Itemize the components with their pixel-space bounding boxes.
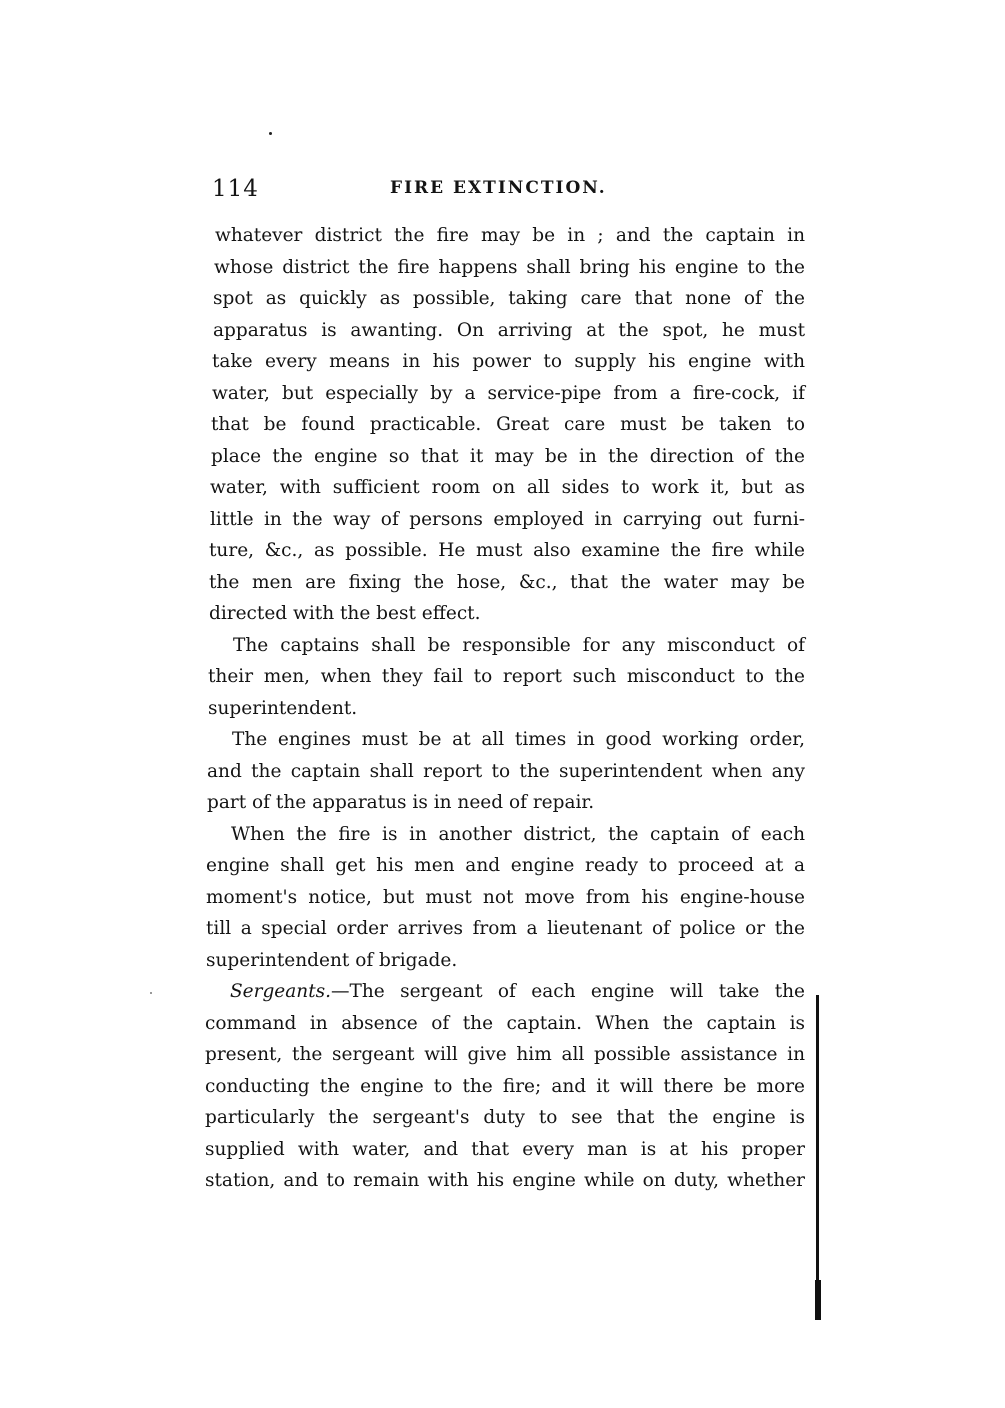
text-line: whose district the fire happens shall bring his engine to the xyxy=(214,256,805,278)
page-header xyxy=(212,176,812,206)
text-line: take every means in his power to supply his engine with xyxy=(212,351,805,372)
text-line: moment's notice, but must not move from his engine-house xyxy=(206,886,805,908)
heading-continuation: —The sergeant of each engine will take the xyxy=(331,981,805,1002)
text-line: part of the apparatus is in need of repair. xyxy=(207,792,595,813)
section-heading: Sergeants. xyxy=(230,981,332,1002)
paragraph-3 xyxy=(205,724,805,819)
text-line: particularly the sergeant's duty to see that the engine is xyxy=(205,1107,805,1128)
text-line: directed with the best effect. xyxy=(209,603,481,624)
text-line: When the fire is in another district, the captain of each xyxy=(231,823,805,845)
text-line: spot as quickly as possible, taking care that none of the xyxy=(213,288,805,309)
text-line: conducting the engine to the fire; and it will there be more xyxy=(205,1075,805,1097)
text-line: superintendent. xyxy=(208,697,358,719)
page-number: 114 xyxy=(212,176,259,202)
text-line: water, with sufficient room on all sides to work it, but as xyxy=(210,477,805,498)
text-line: water, but especially by a service-pipe from a fire-cock, if xyxy=(212,382,805,404)
paragraph-4 xyxy=(205,819,805,977)
text-line: present, the sergeant will give him all possible assistance in xyxy=(205,1044,805,1065)
text-line: the men are fixing the hose, &c., that the water may be xyxy=(209,571,805,593)
text-line: station, and to remain with his engine while on duty, whether xyxy=(205,1170,805,1191)
text-line: apparatus is awanting. On arriving at the spot, he must xyxy=(213,319,805,341)
paragraph-1 xyxy=(205,220,805,630)
text-line: and the captain shall report to the superintendent when any xyxy=(207,760,805,782)
text-line: engine shall get his men and engine ready to proceed at a xyxy=(206,855,805,876)
text-line: command in absence of the captain. When the captain is xyxy=(205,1012,805,1034)
page-edge-rule xyxy=(816,995,819,1317)
ink-speck xyxy=(269,132,272,135)
text-line: ture, &c., as possible. He must also examine the fire while xyxy=(209,540,805,561)
page-edge-rule-foot xyxy=(815,1280,821,1320)
text-line: place the engine so that it may be in the direction of the xyxy=(211,445,805,467)
paragraph-2 xyxy=(205,630,805,725)
text-line: whatever district the fire may be in ; and the captain in xyxy=(215,225,805,246)
text-line: The engines must be at all times in good working order, xyxy=(232,729,805,750)
body-text xyxy=(205,220,805,1197)
text-line xyxy=(205,976,805,1008)
text-line: little in the way of persons employed in carrying out furni- xyxy=(210,508,805,530)
text-line: supplied with water, and that every man is at his proper xyxy=(205,1138,805,1160)
text-line: The captains shall be responsible for any misconduct of xyxy=(233,634,805,656)
paragraph-5 xyxy=(205,976,805,1197)
text-line: their men, when they fail to report such misconduct to the xyxy=(208,666,805,687)
running-head: FIRE EXTINCTION. xyxy=(390,178,607,198)
text-line: superintendent of brigade. xyxy=(206,949,458,971)
margin-mark xyxy=(150,992,152,994)
text-line: till a special order arrives from a lieutenant of police or the xyxy=(206,918,805,939)
text-line: that be found practicable. Great care must be taken to xyxy=(211,414,805,435)
